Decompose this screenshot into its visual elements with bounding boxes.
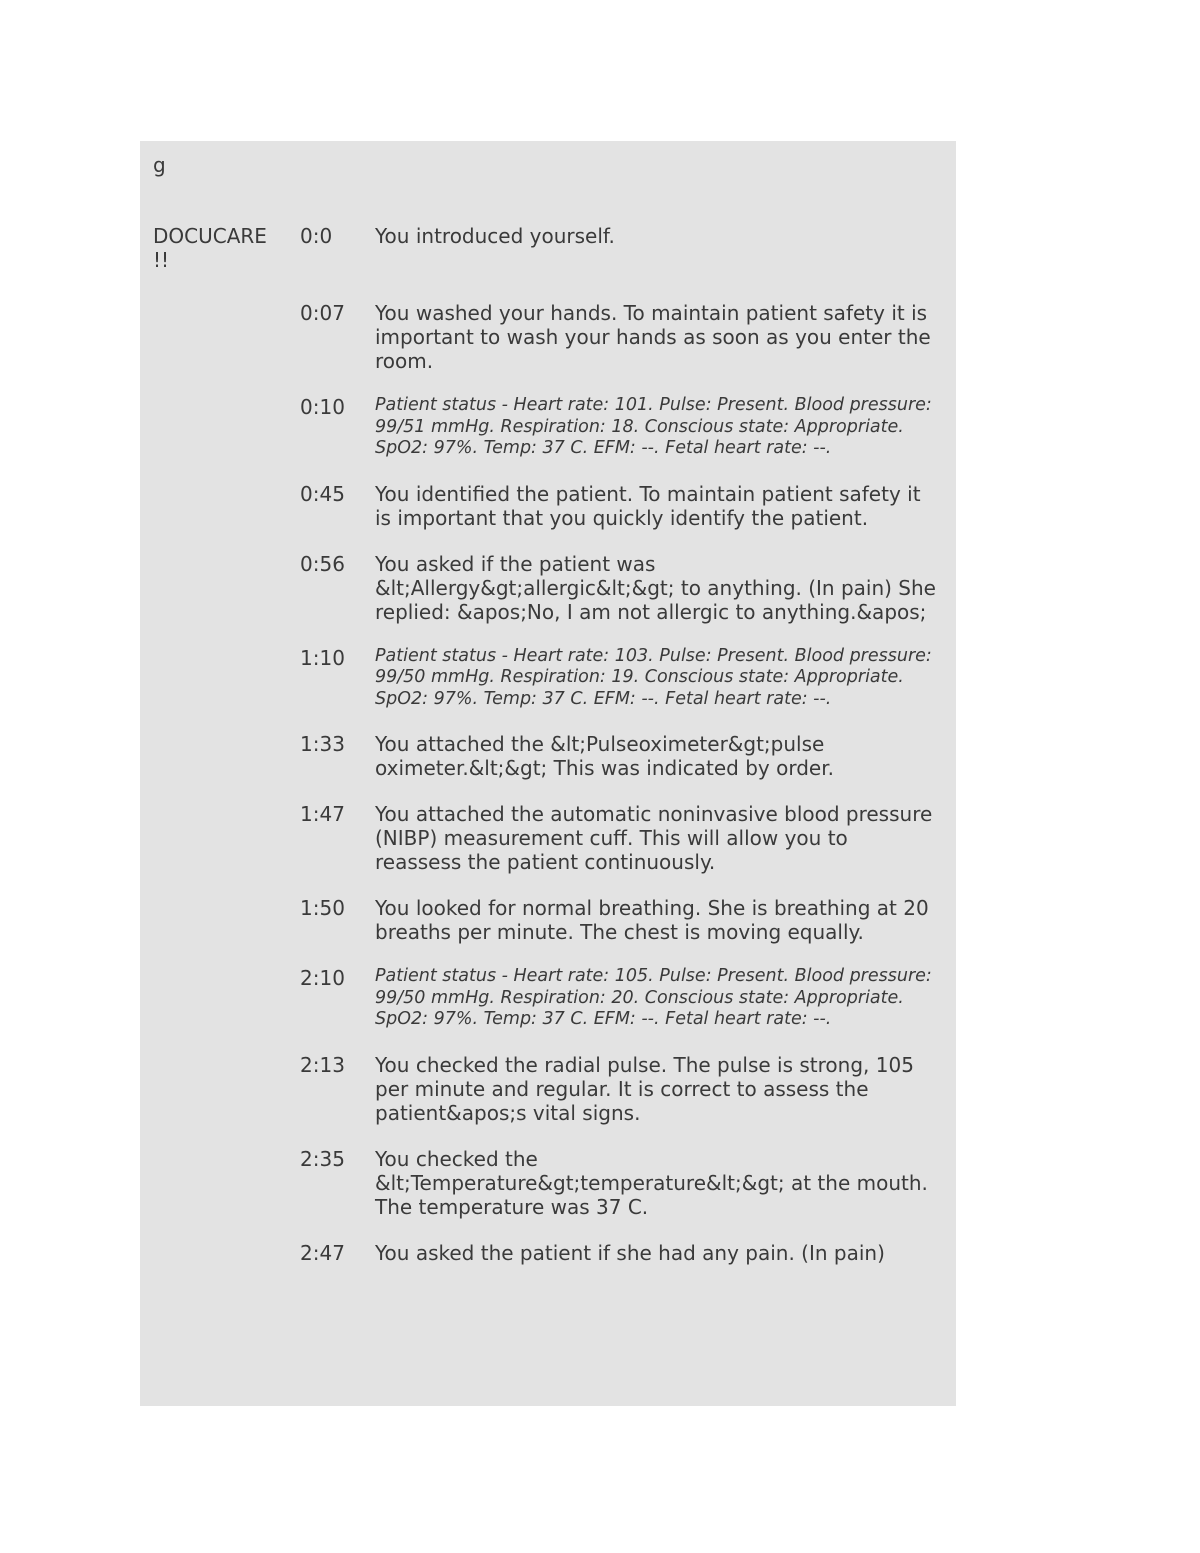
entry-text: Patient status - Heart rate: 101. Pulse: Present. Blood pressure: 99/51 mmHg. Respiration: 18. Conscious state: Appropriate. SpO2: 97%. Temp: 37 C. EFM: --. Fetal heart rate: --. (375, 395, 938, 458)
log-entry (300, 1147, 940, 1219)
entry-time: 2:13 (300, 1052, 345, 1077)
corner-mark: g (153, 153, 166, 177)
entry-text: Patient status - Heart rate: 105. Pulse: Present. Blood pressure: 99/50 mmHg. Respiration: 20. Conscious state: Appropriate. SpO2: 97%. Temp: 37 C. EFM: --. Fetal heart rate: --. (375, 966, 938, 1029)
entry-time: 1:47 (300, 802, 345, 826)
entry-time: 0:45 (300, 481, 345, 506)
log-entry (300, 551, 943, 624)
log-entry (300, 482, 940, 530)
log-entry (300, 224, 940, 248)
entry-time: 1:50 (300, 896, 345, 920)
entry-time: 1:33 (300, 732, 345, 756)
entry-time: 2:35 (300, 1146, 345, 1171)
source-label: DOCUCARE !! (153, 224, 267, 272)
entry-time: 2:47 (300, 1240, 345, 1265)
log-entry (300, 1053, 940, 1125)
entry-text: You asked the patient if she had any pain. (In pain) (375, 1240, 885, 1265)
document-panel (140, 141, 956, 1406)
entry-time: 0:56 (300, 551, 345, 576)
entry-time: 0:07 (300, 301, 345, 325)
entry-text: Patient status - Heart rate: 103. Pulse: Present. Blood pressure: 99/50 mmHg. Respiration: 19. Conscious state: Appropriate. SpO2: 97%. Temp: 37 C. EFM: --. Fetal heart rate: --. (375, 645, 938, 709)
event-log (300, 224, 943, 1287)
entry-text: You attached the &lt;Pulseoximeter&gt;pulse oximeter.&lt;&gt; This was indicated by order. (375, 732, 834, 780)
log-entry (300, 301, 940, 373)
log-entry-patient-status (300, 395, 940, 460)
entry-time: 0:0 (300, 224, 333, 248)
entry-text: You looked for normal breathing. She is breathing at 20 breaths per minute. The chest is moving equally. (375, 896, 936, 944)
log-entry (300, 896, 940, 944)
entry-time: 1:10 (300, 645, 345, 670)
entry-text: You washed your hands. To maintain patient safety it is important to wash your hands as soon as you enter the room. (375, 301, 938, 373)
entry-text: You introduced yourself. (375, 224, 615, 248)
entry-text: You checked the &lt;Temperature&gt;temperature&lt;&gt; at the mouth. The temperature was 37 C. (375, 1146, 935, 1219)
log-entry (300, 732, 940, 780)
entry-time: 2:10 (300, 966, 345, 990)
entry-time: 0:10 (300, 395, 345, 419)
entry-text: You attached the automatic noninvasive blood pressure (NIBP) measurement cuff. This will allow you to reassess the patient continuously. (375, 802, 939, 874)
entry-text: You asked if the patient was &lt;Allergy&gt;allergic&lt;&gt; to anything. (In pain) She replied: &apos;No, I am not allergic to anything.&apos; (375, 551, 943, 624)
log-entry (300, 1241, 940, 1265)
entry-text: You identified the patient. To maintain patient safety it is important that you quickly identify the patient. (375, 481, 927, 530)
entry-text: You checked the radial pulse. The pulse is strong, 105 per minute and regular. It is correct to assess the patient&apos;s vital signs. (375, 1052, 921, 1125)
log-entry (300, 802, 940, 874)
log-entry-patient-status (300, 646, 940, 711)
log-entry-patient-status (300, 966, 940, 1031)
